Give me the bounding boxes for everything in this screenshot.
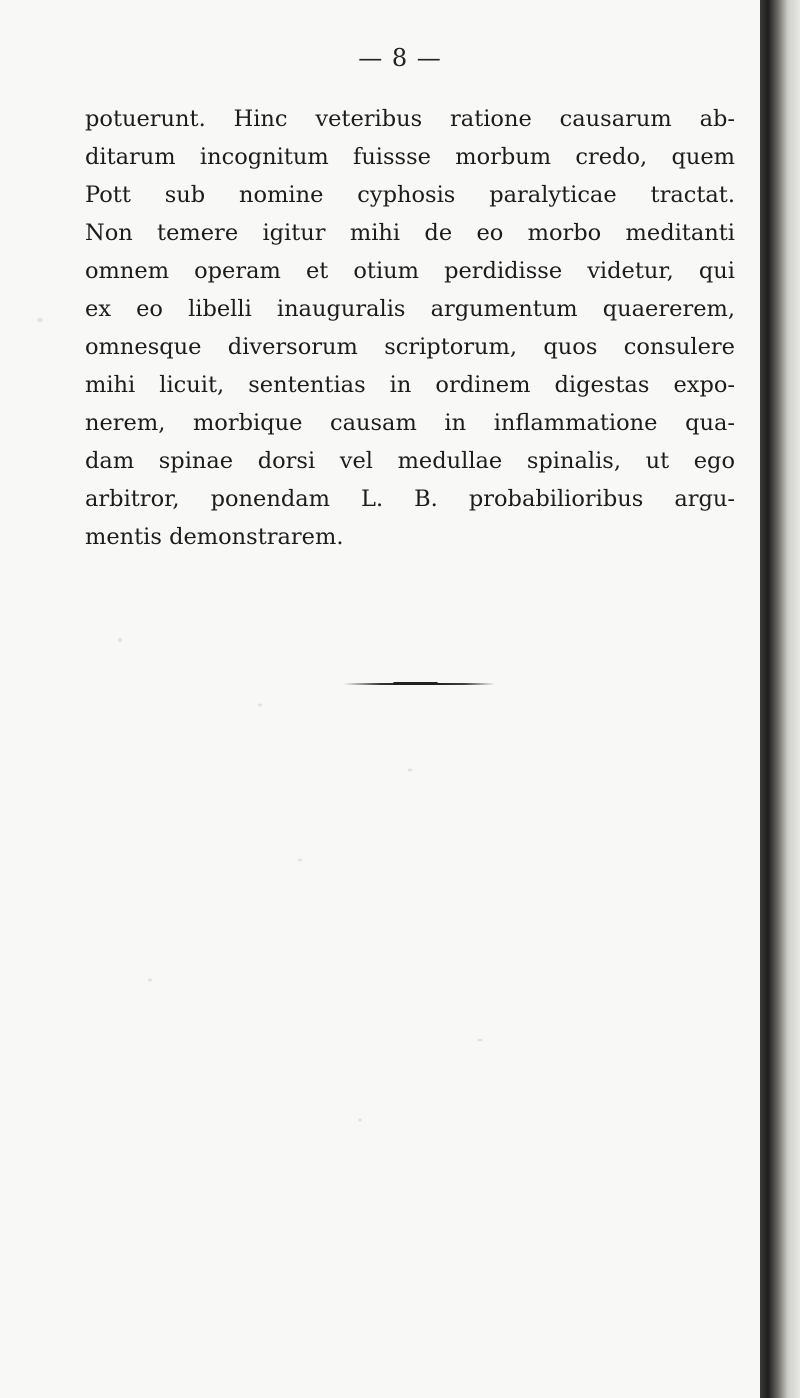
- decorative-rule: [343, 683, 495, 685]
- text-line: dam spinae dorsi vel medullae spinalis, ut ego: [85, 448, 735, 474]
- page-number: — 8 —: [358, 44, 442, 72]
- text-line: mihi licuit, sententias in ordinem digestas expo-: [85, 372, 735, 398]
- text-line: Pott sub nomine cyphosis paralyticae tractat.: [85, 182, 735, 208]
- body-text: [85, 100, 735, 556]
- text-line: arbitror, ponendam L. B. probabilioribus argu-: [85, 486, 735, 512]
- text-line: nerem, morbique causam in inflammatione qua-: [85, 410, 735, 436]
- text-line: potuerunt. Hinc veteribus ratione causarum ab-: [85, 106, 735, 132]
- text-line: Non temere igitur mihi de eo morbo meditanti: [85, 220, 735, 246]
- text-line: ditarum incognitum fuissse morbum credo, quem: [85, 144, 735, 170]
- text-line-last: mentis demonstrarem.: [85, 524, 344, 550]
- text-line: omnem operam et otium perdidisse videtur, qui: [85, 258, 735, 284]
- text-line: omnesque diversorum scriptorum, quos consulere: [85, 334, 735, 360]
- text-line: ex eo libelli inauguralis argumentum quaererem,: [85, 296, 735, 322]
- book-spine-edge: [760, 0, 800, 1398]
